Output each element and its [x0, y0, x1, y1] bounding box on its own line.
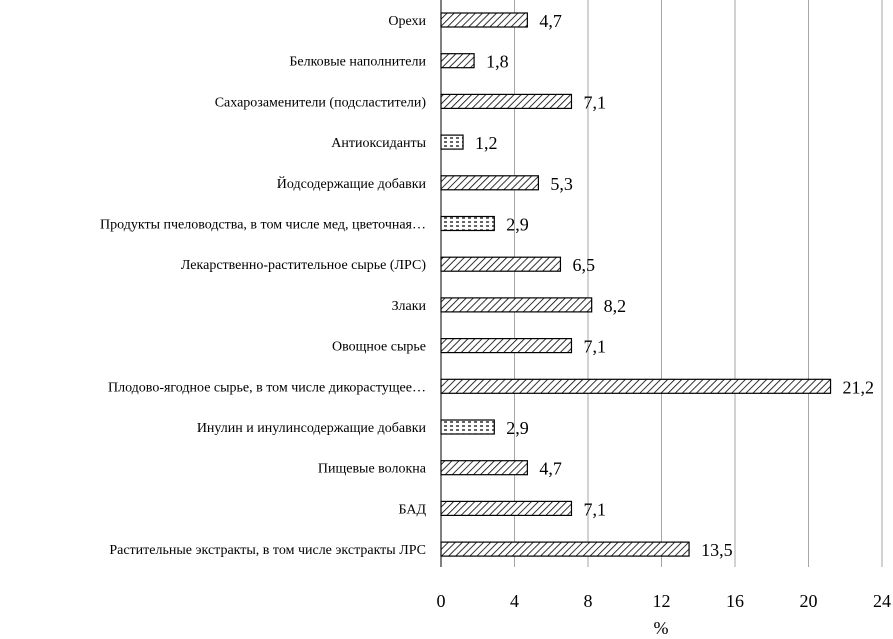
x-tick-label: 24	[873, 591, 891, 611]
data-label: 21,2	[842, 377, 875, 398]
data-label: 7,1	[583, 92, 606, 113]
bar	[441, 298, 592, 312]
bar	[441, 461, 527, 475]
data-label: 1,2	[475, 133, 498, 154]
data-label: 13,5	[701, 540, 733, 561]
x-tick-label: 0	[436, 591, 446, 611]
category-label: Сахарозаменители (подсластители)	[214, 95, 426, 111]
data-label: 7,1	[583, 499, 606, 520]
category-label: Пищевые волокна	[317, 461, 426, 477]
category-label: Злаки	[391, 298, 426, 314]
data-label: 5,3	[550, 173, 573, 194]
data-label: 2,9	[506, 214, 529, 235]
bar	[441, 13, 527, 27]
category-label: Овощное сырье	[331, 339, 426, 355]
category-label: Белковые наполнители	[289, 54, 426, 70]
bar	[441, 54, 474, 68]
x-axis-ticks	[437, 591, 892, 611]
x-tick-label: 4	[510, 591, 519, 611]
bar	[441, 217, 494, 231]
bar	[441, 94, 571, 108]
bar	[441, 339, 571, 353]
data-label: 7,1	[583, 336, 606, 357]
category-label: Продукты пчеловодства, в том числе мед, цветочная…	[100, 217, 426, 233]
bar	[441, 542, 689, 556]
category-label: Антиоксиданты	[331, 136, 426, 152]
bar	[441, 379, 831, 393]
x-tick-label: 20	[799, 591, 818, 611]
category-label: Растительные экстракты, в том числе экстракты ЛРС	[109, 543, 426, 559]
x-tick-label: 16	[726, 591, 744, 611]
x-tick-label: 8	[583, 591, 593, 611]
bars	[441, 13, 831, 556]
data-label: 4,7	[539, 458, 562, 479]
category-label: БАД	[398, 502, 426, 518]
x-tick-label: 12	[652, 591, 671, 611]
category-label: Инулин и инулинсодержащие добавки	[196, 421, 426, 436]
category-label: Орехи	[388, 14, 426, 29]
category-label: Йодсодержащие добавки	[276, 176, 426, 192]
category-label: Лекарственно-растительное сырье (ЛРС)	[180, 258, 426, 274]
x-axis-title: %	[653, 618, 669, 638]
data-label: 2,9	[506, 418, 529, 438]
bar	[441, 501, 571, 515]
category-label: Плодово-ягодное сырье, в том числе дикорастущее…	[107, 380, 426, 396]
bar	[441, 420, 494, 434]
category-labels	[100, 14, 427, 558]
data-label: 6,5	[572, 255, 595, 276]
bar	[441, 257, 560, 271]
bar	[441, 176, 538, 190]
data-label: 1,8	[486, 51, 509, 72]
data-label: 4,7	[539, 11, 562, 31]
bar	[441, 135, 463, 149]
gridlines	[441, 0, 882, 567]
value-labels	[475, 11, 874, 560]
data-label: 8,2	[603, 295, 627, 316]
